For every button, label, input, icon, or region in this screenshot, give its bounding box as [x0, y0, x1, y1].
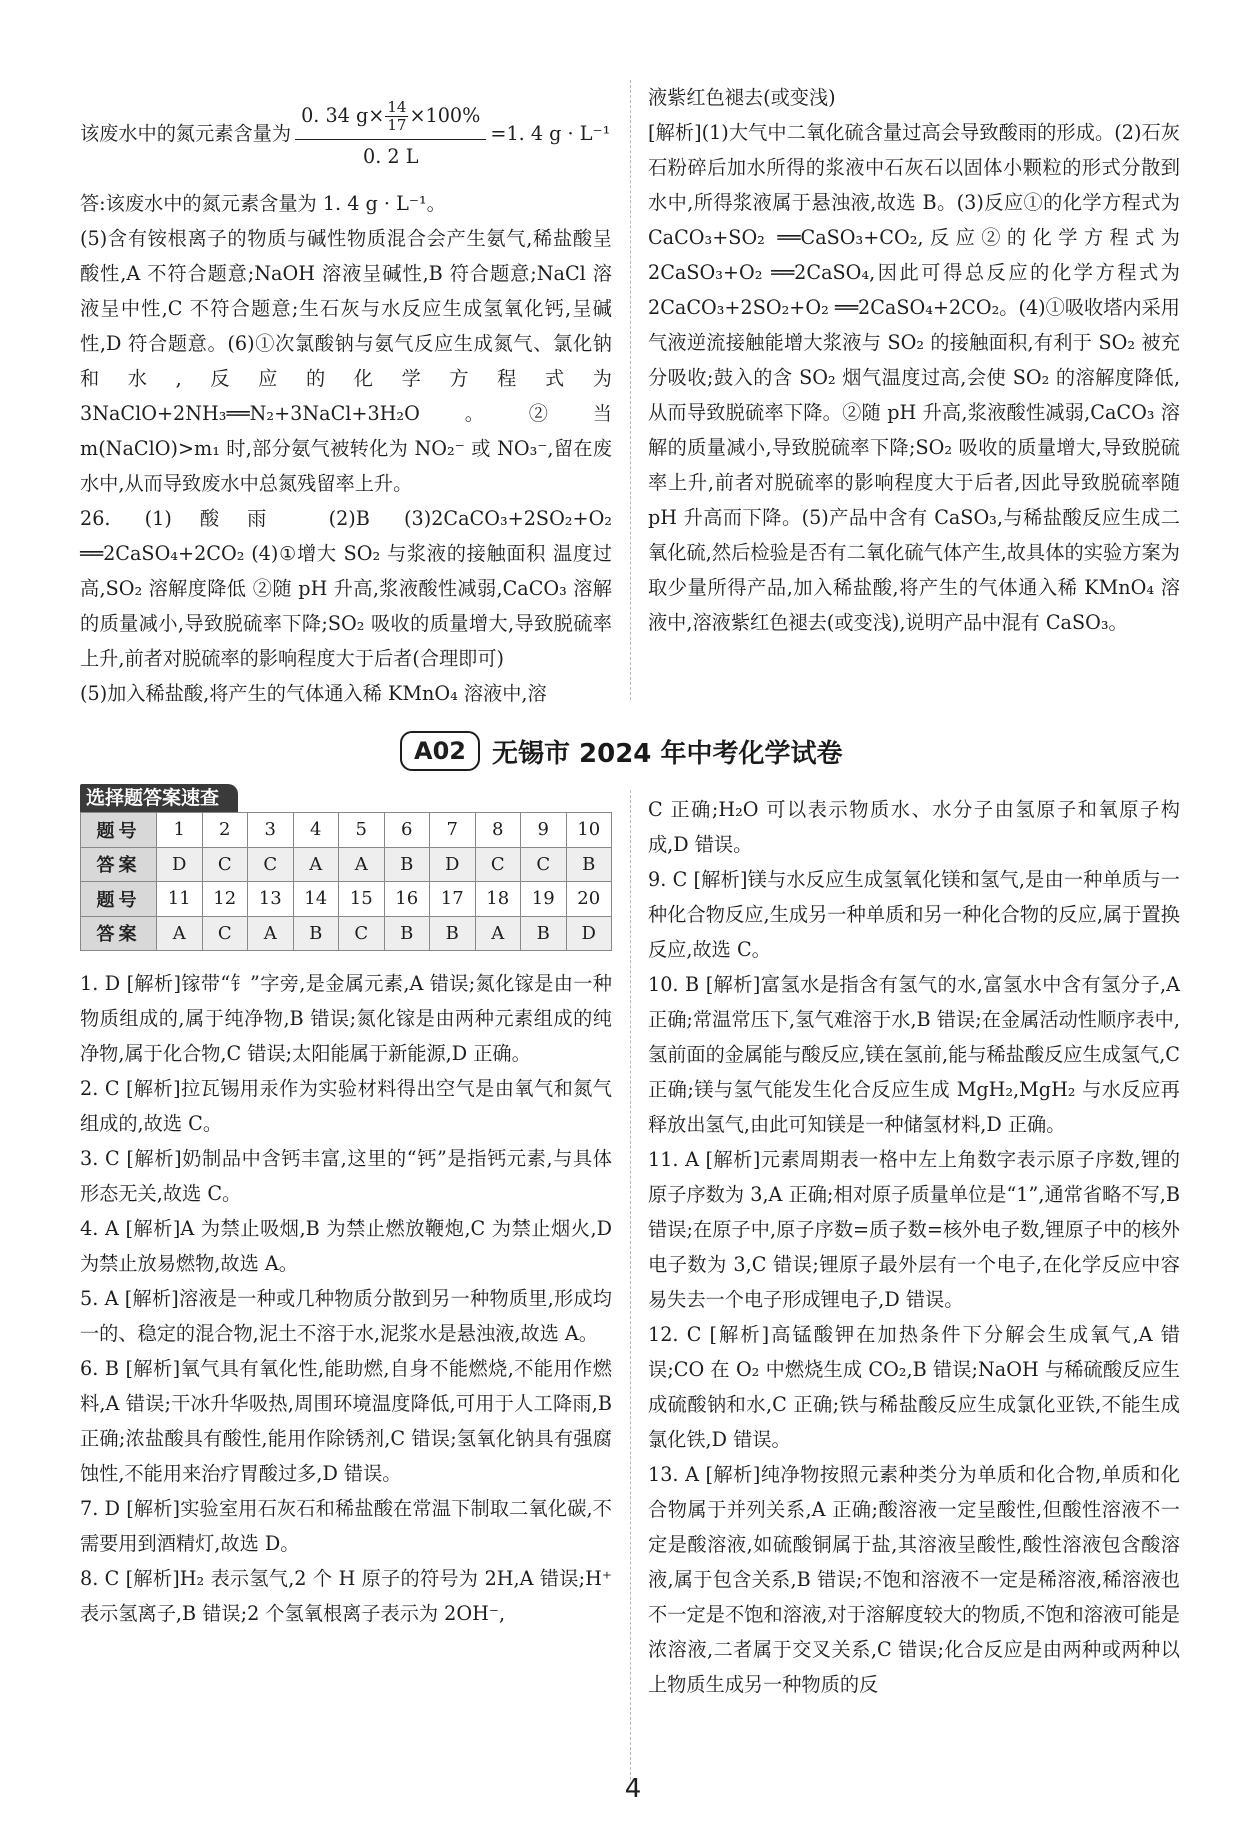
table-cell: 14: [293, 882, 339, 917]
table-cell: C: [475, 847, 521, 882]
table-cell: B: [521, 916, 567, 951]
table-cell: 9: [521, 813, 567, 848]
small-fraction-den: 17: [387, 116, 407, 134]
table-cell: 15: [339, 882, 385, 917]
numerator-part-a: 0. 34 g×: [301, 103, 385, 127]
formula-result: =1. 4 g · L⁻¹: [490, 121, 611, 145]
question-26-analysis: [解析](1)大气中二氧化硫含量过高会导致酸雨的形成。(2)石灰石粉碎后加水所得的浆液中石灰石以固体小颗粒的形式分散到水中,所得浆液属于悬浊液,故选 B。(3)反应①的化学方程式为 CaCO₃+SO₂ ══CaSO₃+CO₂,反应②的化学方程式为 2CaSO₃+O₂ ══2CaSO₄,因此可得总反应的化学方程式为 2CaCO₃+2SO₂+O₂ ══2CaSO₄+2CO₂。(4)①吸收塔内采用气液逆流接触能增大浆液与 SO₂ 的接触面积,有利于 SO₂ 被充分吸收;鼓入的含 SO₂ 烟气温度过高,会使 SO₂ 的溶解度降低,从而导致脱硫率下降。②随 pH 升高,浆液酸性减弱,CaCO₃ 溶解的质量减小,导致脱硫率下降;SO₂ 吸收的质量增大,导致脱硫率上升,前者对脱硫率的影响程度大于后者,因此导致脱硫率随 pH 升高而下降。(5)产品中含有 CaSO₃,与稀盐酸反应生成二氧化硫,然后检验是否有二氧化硫气体产生,故具体的实验方案为取少量所得产品,加入稀盐酸,将产生的气体通入稀 KMnO₄ 溶液中,溶液紫红色褪去(或变浅),说明产品中混有 CaSO₃。: [648, 121, 1180, 634]
table-cell: A: [475, 916, 521, 951]
top-left-column: [80, 80, 612, 711]
question-26-part5: (5)加入稀盐酸,将产生的气体通入稀 KMnO₄ 溶液中,溶: [80, 682, 547, 705]
table-row-answers-2: [81, 916, 612, 951]
row-label: 题号: [81, 813, 157, 848]
table-cell: B: [430, 916, 476, 951]
table-cell: D: [157, 847, 203, 882]
table-cell: 5: [339, 813, 385, 848]
answer-item-12: 12. C [解析]高锰酸钾在加热条件下分解会生成氧气,A 错误;CO 在 O₂ 中燃烧生成 CO₂,B 错误;NaOH 与稀硫酸反应生成硫酸钠和水,C 正确;铁与稀盐酸反应生成氯化亚铁,不能生成氯化铁,D 错误。: [648, 1323, 1180, 1451]
table-cell: A: [248, 916, 294, 951]
table-row-questions-2: [81, 882, 612, 917]
formula-lead-text: 该废水中的氮元素含量为: [80, 121, 292, 145]
fraction-numerator: [295, 93, 486, 140]
answer-item-8: 8. C [解析]H₂ 表示氢气,2 个 H 原子的符号为 2H,A 错误;H⁺ 表示氢离子,B 错误;2 个氢氧根离子表示为 2OH⁻,: [80, 1567, 612, 1625]
bottom-right-column: [648, 792, 1180, 1702]
answer-table: [80, 812, 612, 951]
row-label: 答案: [81, 847, 157, 882]
nitrogen-content-formula: [80, 80, 612, 186]
answer-item-10: 10. B [解析]富氢水是指含有氢气的水,富氢水中含有氢分子,A 正确;常温常压下,氢气难溶于水,B 错误;在金属活动性顺序表中,氢前面的金属能与酸反应,镁在氢前,能与稀盐酸反应生成氢气,C 正确;镁与氢气能发生化合反应生成 MgH₂,MgH₂ 与水反应再释放出氢气,由此可知镁是一种储氢材料,D 正确。: [648, 973, 1180, 1136]
table-cell: B: [384, 916, 430, 951]
table-cell: 3: [248, 813, 294, 848]
bottom-column-divider: [630, 790, 631, 1780]
answer-item-1: 1. D [解析]镓带“钅”字旁,是金属元素,A 错误;氮化镓是由一种物质组成的,属于纯净物,B 错误;氮化镓是由两种元素组成的纯净物,属于化合物,C 错误;太阳能属于新能源,D 正确。: [80, 972, 612, 1065]
section-heading: [400, 728, 842, 774]
fraction: [295, 93, 486, 174]
table-cell: 7: [430, 813, 476, 848]
answer-item-5: 5. A [解析]溶液是一种或几种物质分散到另一种物质里,形成均一的、稳定的混合物,泥土不溶于水,泥浆水是悬浊液,故选 A。: [80, 1287, 612, 1345]
table-row-answers-1: [81, 847, 612, 882]
small-fraction: [385, 99, 408, 134]
table-cell: C: [521, 847, 567, 882]
continuation-text: 液紫红色褪去(或变浅): [648, 86, 836, 109]
table-cell: 1: [157, 813, 203, 848]
explanation-paragraph: (5)含有铵根离子的物质与碱性物质混合会产生氨气,稀盐酸呈酸性,A 不符合题意;NaOH 溶液呈碱性,B 符合题意;NaCl 溶液呈中性,C 不符合题意;生石灰与水反应生成氢氧化钙,呈碱性,D 符合题意。(6)①次氯酸钠与氨气反应生成氮气、氯化钠和水,反应的化学方程式为 3NaClO+2NH₃══N₂+3NaCl+3H₂O。②当 m(NaClO)>m₁ 时,部分氨气被转化为 NO₂⁻ 或 NO₃⁻,留在废水中,从而导致废水中总氮残留率上升。: [80, 227, 612, 495]
question-26-answer: 26. (1)酸雨 (2)B (3)2CaCO₃+2SO₂+O₂ ══2CaSO₄+2CO₂ (4)①增大 SO₂ 与浆液的接触面积 温度过高,SO₂ 溶解度降低 ②随 pH 升高,浆液酸性减弱,CaCO₃ 溶解的质量减小,导致脱硫率下降;SO₂ 吸收的质量增大,导致脱硫率上升,前者对脱硫率的影响程度大于后者(合理即可): [80, 507, 612, 670]
answer-item-11: 11. A [解析]元素周期表一格中左上角数字表示原子序数,锂的原子序数为 3,A 正确;相对原子质量单位是“1”,通常省略不写,B 错误;在原子中,原子序数=质子数=核外电子数,锂原子中的核外电子数为 3,C 错误;锂原子最外层有一个电子,在化学反应中容易失去一个电子形成锂电子,D 错误。: [648, 1148, 1180, 1311]
top-column-divider: [630, 80, 631, 700]
answer-item-3: 3. C [解析]奶制品中含钙丰富,这里的“钙”是指钙元素,与具体形态无关,故选 C。: [80, 1147, 612, 1205]
small-fraction-num: 14: [387, 98, 407, 116]
table-cell: 10: [566, 813, 612, 848]
table-cell: D: [430, 847, 476, 882]
table-cell: C: [202, 847, 248, 882]
table-cell: C: [248, 847, 294, 882]
fraction-denominator: 0. 2 L: [362, 144, 419, 168]
table-cell: A: [157, 916, 203, 951]
answer-item-7: 7. D [解析]实验室用石灰石和稀盐酸在常温下制取二氧化碳,不需要用到酒精灯,故选 D。: [80, 1497, 612, 1555]
top-right-column: [648, 80, 1180, 640]
table-cell: 4: [293, 813, 339, 848]
table-cell: 17: [430, 882, 476, 917]
table-cell: B: [293, 916, 339, 951]
answer-paragraph: 答:该废水中的氮元素含量为 1. 4 g · L⁻¹。: [80, 192, 446, 215]
bottom-left-column: [80, 966, 612, 1631]
table-cell: 11: [157, 882, 203, 917]
table-cell: 19: [521, 882, 567, 917]
table-cell: 6: [384, 813, 430, 848]
table-cell: 20: [566, 882, 612, 917]
answer-item-8-continued: C 正确;H₂O 可以表示物质水、水分子由氢原子和氧原子构成,D 错误。: [648, 798, 1180, 856]
row-label: 答案: [81, 916, 157, 951]
table-cell: 2: [202, 813, 248, 848]
section-title: 无锡市 2024 年中考化学试卷: [491, 738, 843, 769]
section-badge: A02: [400, 731, 480, 771]
row-label: 题号: [81, 882, 157, 917]
table-cell: A: [339, 847, 385, 882]
table-cell: B: [566, 847, 612, 882]
answer-item-4: 4. A [解析]A 为禁止吸烟,B 为禁止燃放鞭炮,C 为禁止烟火,D 为禁止放易燃物,故选 A。: [80, 1217, 612, 1275]
table-cell: C: [339, 916, 385, 951]
table-cell: 18: [475, 882, 521, 917]
table-cell: A: [293, 847, 339, 882]
numerator-part-b: ×100%: [409, 103, 481, 127]
table-cell: 12: [202, 882, 248, 917]
table-row-questions-1: [81, 813, 612, 848]
answer-item-9: 9. C [解析]镁与水反应生成氢氧化镁和氢气,是由一种单质与一种化合物反应,生成另一种单质和另一种化合物的反应,属于置换反应,故选 C。: [648, 868, 1180, 961]
answer-item-13: 13. A [解析]纯净物按照元素种类分为单质和化合物,单质和化合物属于并列关系,A 正确;酸溶液一定呈酸性,但酸性溶液不一定是酸溶液,如硫酸铜属于盐,其溶液呈酸性,酸性溶液包含酸溶液,属于包含关系,B 错误;不饱和溶液不一定是稀溶液,稀溶液也不一定是不饱和溶液,对于溶解度较大的物质,不饱和溶液可能是浓溶液,二者属于交叉关系,C 错误;化合反应是由两种或两种以上物质生成另一种物质的反: [648, 1463, 1180, 1696]
answer-item-2: 2. C [解析]拉瓦锡用汞作为实验材料得出空气是由氧气和氮气组成的,故选 C。: [80, 1077, 612, 1135]
table-cell: 13: [248, 882, 294, 917]
table-cell: C: [202, 916, 248, 951]
answer-table-title: 选择题答案速查: [80, 784, 238, 812]
table-cell: 16: [384, 882, 430, 917]
answer-item-6: 6. B [解析]氧气具有氧化性,能助燃,自身不能燃烧,不能用作燃料,A 错误;干冰升华吸热,周围环境温度降低,可用于人工降雨,B 正确;浓盐酸具有酸性,能用作除锈剂,C 错误;氢氧化钠具有强腐蚀性,不能用来治疗胃酸过多,D 错误。: [80, 1357, 612, 1485]
table-cell: D: [566, 916, 612, 951]
page-number: 4: [624, 1774, 642, 1804]
table-cell: B: [384, 847, 430, 882]
table-cell: 8: [475, 813, 521, 848]
